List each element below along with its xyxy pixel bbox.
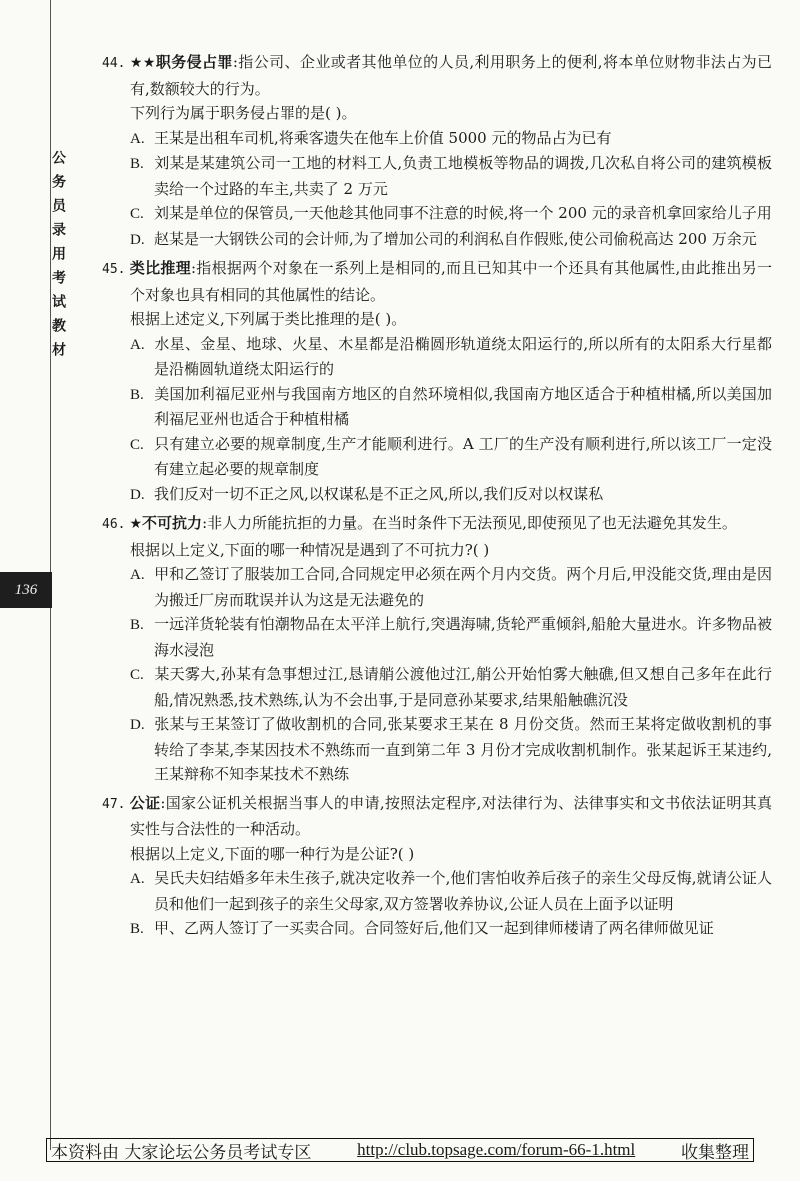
option-text: 吴氏夫妇结婚多年未生孩子,就决定收养一个,他们害怕收养后孩子的亲生父母反悔,就请公证人员和他们一起到孩子的亲生父母家,双方签署收养协议,公证人员在上面予以证明: [154, 869, 772, 913]
question-44: [102, 50, 772, 252]
option-text: 某天雾大,孙某有急事想过江,恳请艄公渡他过江,艄公开始怕雾大触礁,但又想自己多年在此行船,情况熟悉,技术熟练,认为不会出事,于是同意孙某要求,结果船触礁沉没: [154, 665, 772, 709]
difficulty-stars: ★: [129, 516, 143, 532]
question-prompt: 根据上述定义,下列属于类比推理的是( )。: [130, 310, 407, 328]
question-head: [102, 511, 772, 538]
page-number-tab: 136: [0, 572, 52, 608]
option-c[interactable]: [102, 201, 772, 227]
question-head: [102, 256, 772, 307]
footer-prefix: 本资料由 大家论坛公务员考试专区: [51, 1142, 312, 1163]
option-b[interactable]: [102, 151, 772, 201]
question-number: 46.: [102, 517, 126, 532]
option-text: 我们反对一切不正之风,以权谋私是不正之风,所以,我们反对以权谋私: [154, 484, 604, 503]
question-47: [102, 791, 772, 942]
option-label: D.: [130, 717, 145, 733]
option-text: 只有建立必要的规章制度,生产才能顺利进行。A 工厂的生产没有顺利进行,所以该工厂一定没有建立起必要的规章制度: [154, 434, 772, 478]
option-a[interactable]: [102, 332, 772, 382]
question-term: 职务侵占罪: [155, 53, 233, 71]
option-c[interactable]: [102, 662, 772, 712]
option-text: 刘某是单位的保管员,一天他趁其他同事不注意的时候,将一个 200 元的录音机拿回家给儿子用: [154, 204, 772, 222]
option-b[interactable]: [102, 916, 772, 942]
question-definition: :指根据两个对象在一系列上是相同的,而且已知其中一个还具有其他属性,由此推出另一个对象也具有相同的其他属性的结论。: [130, 259, 772, 304]
option-a[interactable]: [102, 562, 772, 612]
footer-link[interactable]: http://club.topsage.com/forum-66-1.html: [357, 1140, 636, 1159]
option-label: B.: [130, 156, 144, 172]
question-46: [102, 511, 772, 787]
book-title-vertical: 公务员录用考试教材: [50, 150, 66, 366]
option-text: 赵某是一大钢铁公司的会计师,为了增加公司的利润私自作假账,使公司偷税高达 200 万余元: [154, 229, 757, 248]
option-text: 一远洋货轮装有怕潮物品在太平洋上航行,突遇海啸,货轮严重倾斜,船舱大量进水。许多物品被海水浸泡: [154, 615, 772, 659]
option-text: 甲、乙两人签订了一买卖合同。合同签好后,他们又一起到律师楼请了两名律师做见证: [154, 919, 714, 937]
option-b[interactable]: [102, 382, 772, 432]
option-label: B.: [130, 386, 144, 403]
option-label: A.: [130, 130, 145, 147]
question-term: 类比推理: [129, 259, 191, 277]
option-text: 美国加利福尼亚州与我国南方地区的自然环境相似,我国南方地区适合于种植柑橘,所以美国加利福尼亚州也适合于种植柑橘: [154, 384, 772, 428]
option-a[interactable]: [102, 866, 772, 916]
option-a[interactable]: [102, 126, 772, 152]
option-label: A.: [130, 336, 145, 353]
question-list: [102, 50, 772, 946]
question-number: 47.: [102, 796, 126, 812]
option-label: C.: [130, 667, 144, 683]
question-prompt: 根据以上定义,下面的哪一种行为是公证?( ): [130, 844, 415, 863]
question-prompt: 下列行为属于职务侵占罪的是( )。: [130, 104, 357, 122]
question-45: [102, 256, 772, 507]
option-label: A.: [130, 567, 145, 583]
source-footer: [46, 1138, 754, 1162]
option-d[interactable]: [102, 482, 772, 508]
question-term: 不可抗力: [142, 514, 203, 532]
question-head: [102, 50, 772, 101]
option-text: 刘某是某建筑公司一工地的材料工人,负责工地模板等物品的调拨,几次私自将公司的建筑模板卖给一个过路的车主,共卖了 2 万元: [154, 154, 772, 198]
question-definition: :指公司、企业或者其他单位的人员,利用职务上的便利,将本单位财物非法占为已有,数额较大的行为。: [130, 53, 772, 98]
question-term: 公证: [129, 793, 161, 812]
option-label: D.: [130, 231, 145, 248]
question-definition: :非人力所能抗拒的力量。在当时条件下无法预见,即使预见了也无法避免其发生。: [202, 514, 737, 532]
option-b[interactable]: [102, 612, 772, 662]
option-d[interactable]: [102, 712, 772, 787]
option-label: D.: [130, 486, 145, 503]
option-text: 王某是出租车司机,将乘客遗失在他车上价值 5000 元的物品占为已有: [154, 128, 612, 147]
option-text: 水星、金星、地球、火星、木星都是沿椭圆形轨道绕太阳运行的,所以所有的太阳系大行星都是沿椭圆轨道绕太阳运行的: [154, 334, 772, 378]
question-number: 45.: [102, 262, 126, 277]
option-c[interactable]: [102, 432, 772, 482]
option-label: B.: [130, 921, 144, 937]
option-label: A.: [130, 871, 145, 887]
difficulty-stars: ★★: [129, 55, 156, 71]
footer-suffix: 收集整理: [681, 1142, 749, 1163]
option-label: C.: [130, 436, 144, 453]
question-definition: :国家公证机关根据当事人的申请,按照法定程序,对法律行为、法律事实和文书依法证明其真实性与合法性的一种活动。: [130, 793, 772, 838]
option-d[interactable]: [102, 227, 772, 253]
option-label: B.: [130, 617, 144, 633]
option-label: C.: [130, 206, 144, 222]
question-head: [102, 791, 772, 842]
question-prompt: 根据以上定义,下面的哪一种情况是遇到了不可抗力?( ): [130, 540, 490, 559]
option-text: 甲和乙签订了服装加工合同,合同规定甲必须在两个月内交货。两个月后,甲没能交货,理由是因为搬迁厂房而耽误并认为这是无法避免的: [154, 565, 772, 609]
question-number: 44.: [102, 56, 126, 71]
option-text: 张某与王某签订了做收割机的合同,张某要求王某在 8 月份交货。然而王某将定做收割机的事转给了李某,李某因技术不熟练而一直到第二年 3 月份才完成收割机制作。张某起诉王某违约,王某辩称不知李某技术不熟练: [154, 715, 772, 783]
